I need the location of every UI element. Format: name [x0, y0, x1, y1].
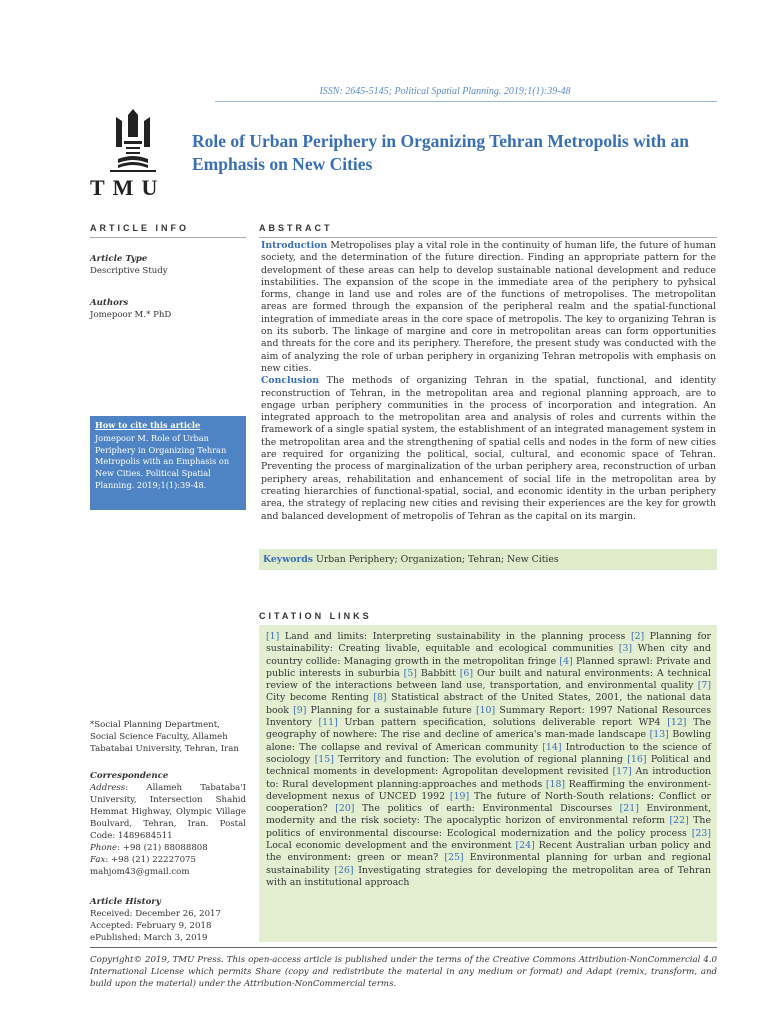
citation-title: When city and country collide: Managing growth in the metropolitan fringe [266, 643, 711, 667]
citation-title: Political and technical moments in development: Agropolitan development revisited [266, 753, 711, 778]
citation-number: [7] [697, 680, 711, 692]
correspondence-block [90, 770, 246, 878]
citation-number: [2] [630, 631, 645, 642]
citation-link[interactable] [293, 705, 476, 716]
introduction-text: Metropolises play a vital role in the continuity of human life, the future of human society, and the determination of the future direction. Finding an appropriate pattern for the development of these areas can help to develop sustainable national development and reduce instabilities. The expansion of the scope in the immediate area of the periphery to pyhsical forms, change in land use and roles are of the functions of metropolises. The metropolitan areas are formed through the expansion of the peripheral realm and the spatial-functional integration of immediate areas in the core space of metropolis. The key to organizing Tehran is on its suborb. The linkage of margine and core in metropolitan areas can form opportunities and threats for the core and its periphery. Therefore, the present study was conducted with the aim of analyzing the role of urban periphery in organizing Tehran metropolis with emphasis on new cities. [261, 240, 716, 374]
citation-title: Environment, modernity and the risk society: The apocalyptic horizon of environmental reform [266, 803, 711, 827]
keywords-label: Keywords [263, 554, 314, 565]
keywords-bar [259, 549, 717, 570]
article-info-divider [90, 237, 246, 238]
citation-title: Babbitt [416, 667, 460, 679]
citation-title: Summary Report: 1997 National Resources Inventory [266, 704, 712, 729]
journal-issn-header: ISSN: 2645-5145; Political Spatial Planning. 2019;1(1):39-48 [319, 86, 571, 97]
published-date: ePublished: March 3, 2019 [90, 933, 208, 943]
citation-title: Land and limits: Interpreting sustainability in the planning process [279, 631, 631, 642]
citation-title: Local economic development and the environment [266, 840, 516, 852]
accepted-date: Accepted: February 9, 2018 [90, 921, 212, 931]
address-value: : Allameh Tabataba'I University, Intersection Shahid Hemmat Highway, Olympic Village Boulvard, Tehran, Iran. Postal Code: 1489684511 [90, 783, 246, 841]
citation-number: [20] [335, 803, 355, 815]
citation-title: The future of North-South relations: Conflict or cooperation? [266, 790, 711, 815]
citation-title: Urban pattern specification, solutions deliverable report WP4 [337, 717, 668, 729]
authors-block [90, 297, 246, 321]
copyright-notice: Copyright© 2019, TMU Press. This open-access article is published under the terms of the Creative Commons Attribution-NonCommercial 4.0 International License which permits Share (copy and redistribute the material in any medium or format) and Adapt (remix, transform, and build upon the material) under the Attribution-NonCommercial terms. [90, 955, 717, 989]
article-type-block [90, 253, 246, 277]
article-title: Role of Urban Periphery in Organizing Tehran Metropolis with an Emphasis on New Cities [192, 131, 689, 174]
header-divider [215, 101, 717, 102]
address [90, 782, 246, 842]
conclusion-label: Conclusion [261, 375, 320, 387]
logo-wordmark: TMU [90, 175, 166, 200]
abstract-heading: ABSTRACT [259, 223, 333, 233]
citation-number: [23] [691, 827, 711, 839]
conclusion-text: The methods of organizing Tehran in the spatial, functional, and identity reconstruction of Tehran, in the metropolitan area and regional planning approach, are to engage urban periphery communities in the process of incorporation and integration. An integrated approach to the metropolitan area and analysis of roles and currents within the framework of a single spatial system, the establishment of an integrated management system in the metropolitan area and the strengthening of spatial cells and nodes in the form of new cities are required for organizing the political, social, cultural, and economic space of Tehran. Preventing the process of marginalization of the urban periphery area, reconstruction of urban periphery areas, rehabilitation and enhancement of social life in the metropolitan area by creating hierarchies of functional-spatial, social, and economic identity in the urban periphery area, the strategy of replacing new cities and revising their experiences are the key for growth and balanced development of metropolis of Tehran as the capital on its margin. [261, 375, 716, 522]
citation-number: [14] [542, 741, 562, 753]
citation-title: Reaffirming the environment-development nexus of UNCED 1992 [266, 778, 712, 802]
citation-number: [13] [649, 729, 669, 741]
citation-number: [5] [403, 667, 417, 679]
citation-number: [6] [459, 667, 474, 679]
article-info-heading: ARTICLE INFO [90, 223, 189, 233]
article-type-value: Descriptive Study [90, 266, 168, 276]
citation-number: [22] [669, 815, 689, 827]
citation-title: Our built and natural environments: A technical review of the interactions between land use, transportation, and environmental quality [266, 667, 711, 692]
citation-title: Investigating strategies for developing the metropolitan area of Tehran with an institutional approach [266, 864, 711, 888]
citation-number: [18] [545, 778, 566, 790]
citation-number: [9] [293, 704, 307, 716]
address-label: Address [90, 783, 126, 793]
citation-title: Environmental planning for urban and regional sustainability [266, 852, 711, 876]
received-date: Received: December 26, 2017 [90, 909, 221, 919]
citation-links-heading: CITATION LINKS [259, 611, 372, 621]
how-to-cite-label: How to cite this article [95, 420, 201, 430]
email-link[interactable]: mahjom43@gmail.com [90, 867, 190, 877]
citation-link[interactable] [404, 668, 460, 679]
citation-title: Planned sprawl: Private and public interests in suburbia [266, 655, 712, 679]
citation-link[interactable] [315, 754, 628, 765]
citation-number: [4] [559, 655, 573, 667]
affiliation: *Social Planning Department, Social Science Faculty, Allameh Tabatabai University, Tehran, Iran [90, 720, 239, 754]
citation-title: Territory and function: The evolution of regional planning [333, 753, 628, 765]
citation-link[interactable] [266, 631, 631, 642]
introduction-label: Introduction [261, 240, 328, 251]
keywords-text: Urban Periphery; Organization; Tehran; New Cities [313, 554, 559, 565]
citation-title: Statistical abstract of the United States, 2001, the national data book [266, 692, 711, 716]
citation-title: Bowling alone: The collapse and revival of American community [266, 729, 711, 753]
abstract-body [261, 240, 716, 523]
article-type-label: Article Type [90, 254, 148, 264]
citation-number: [1] [266, 631, 280, 642]
citation-title: Introduction to the science of sociology [266, 741, 711, 765]
abstract-divider [259, 237, 717, 238]
phone-value: : +98 (21) 88088808 [117, 843, 208, 853]
citation-number: [21] [619, 803, 639, 815]
citation-number: [12] [667, 717, 687, 729]
citation-title: The politics of environmental discourse: Ecological modernization and the policy process [266, 815, 711, 839]
article-history-block [90, 896, 246, 944]
authors-value: Jomepoor M.* PhD [90, 310, 172, 320]
citation-title: An introduction to: Rural development planning:approaches and methods [266, 766, 711, 790]
citation-title: The geography of nowhere: The rise and decline of america's man-made landscape [266, 717, 711, 741]
citation-number: [16] [627, 753, 647, 765]
citation-number: [19] [449, 790, 470, 802]
citation-title: City become Renting [266, 692, 374, 704]
how-to-cite-box [90, 416, 246, 510]
citation-number: [10] [475, 704, 496, 716]
citation-number: [15] [314, 753, 334, 765]
citation-number: [24] [515, 840, 535, 852]
citation-title: The politics of earth: Environmental Discourses [354, 803, 620, 815]
citation-number: [11] [318, 717, 338, 729]
fax-label: Fax [90, 855, 106, 865]
abstract-introduction [261, 240, 716, 375]
citation-link[interactable] [335, 803, 619, 814]
citation-number: [17] [612, 766, 632, 778]
correspondence-label: Correspondence [90, 771, 169, 781]
fax [90, 854, 246, 866]
article-history-label: Article History [90, 897, 161, 907]
citation-title: Recent Australian urban policy and the environment: green or mean? [266, 840, 711, 864]
citation-title: Planning for a sustainable future [306, 704, 476, 716]
phone [90, 842, 246, 854]
citation-title: Planning for sustainability: Creating livable, equitable and ecological communities [266, 631, 711, 655]
fax-value: : +98 (21) 22227075 [105, 855, 196, 865]
citation-number: [8] [373, 692, 387, 704]
citation-number: [3] [618, 643, 633, 655]
citation-number: [26] [334, 864, 354, 876]
citation-link[interactable] [319, 717, 668, 728]
footer-divider [90, 947, 717, 948]
abstract-conclusion [261, 375, 716, 523]
citation-number: [25] [444, 852, 464, 864]
phone-label: Phone [90, 843, 118, 853]
how-to-cite-text: Jomepoor M. Role of Urban Periphery in Organizing Tehran Metropolis with an Emphasis on New Cities. Political Spatial Planning. 2019;1(1):39-48. [95, 432, 230, 490]
authors-label: Authors [90, 298, 129, 308]
citation-links-list [259, 625, 717, 942]
